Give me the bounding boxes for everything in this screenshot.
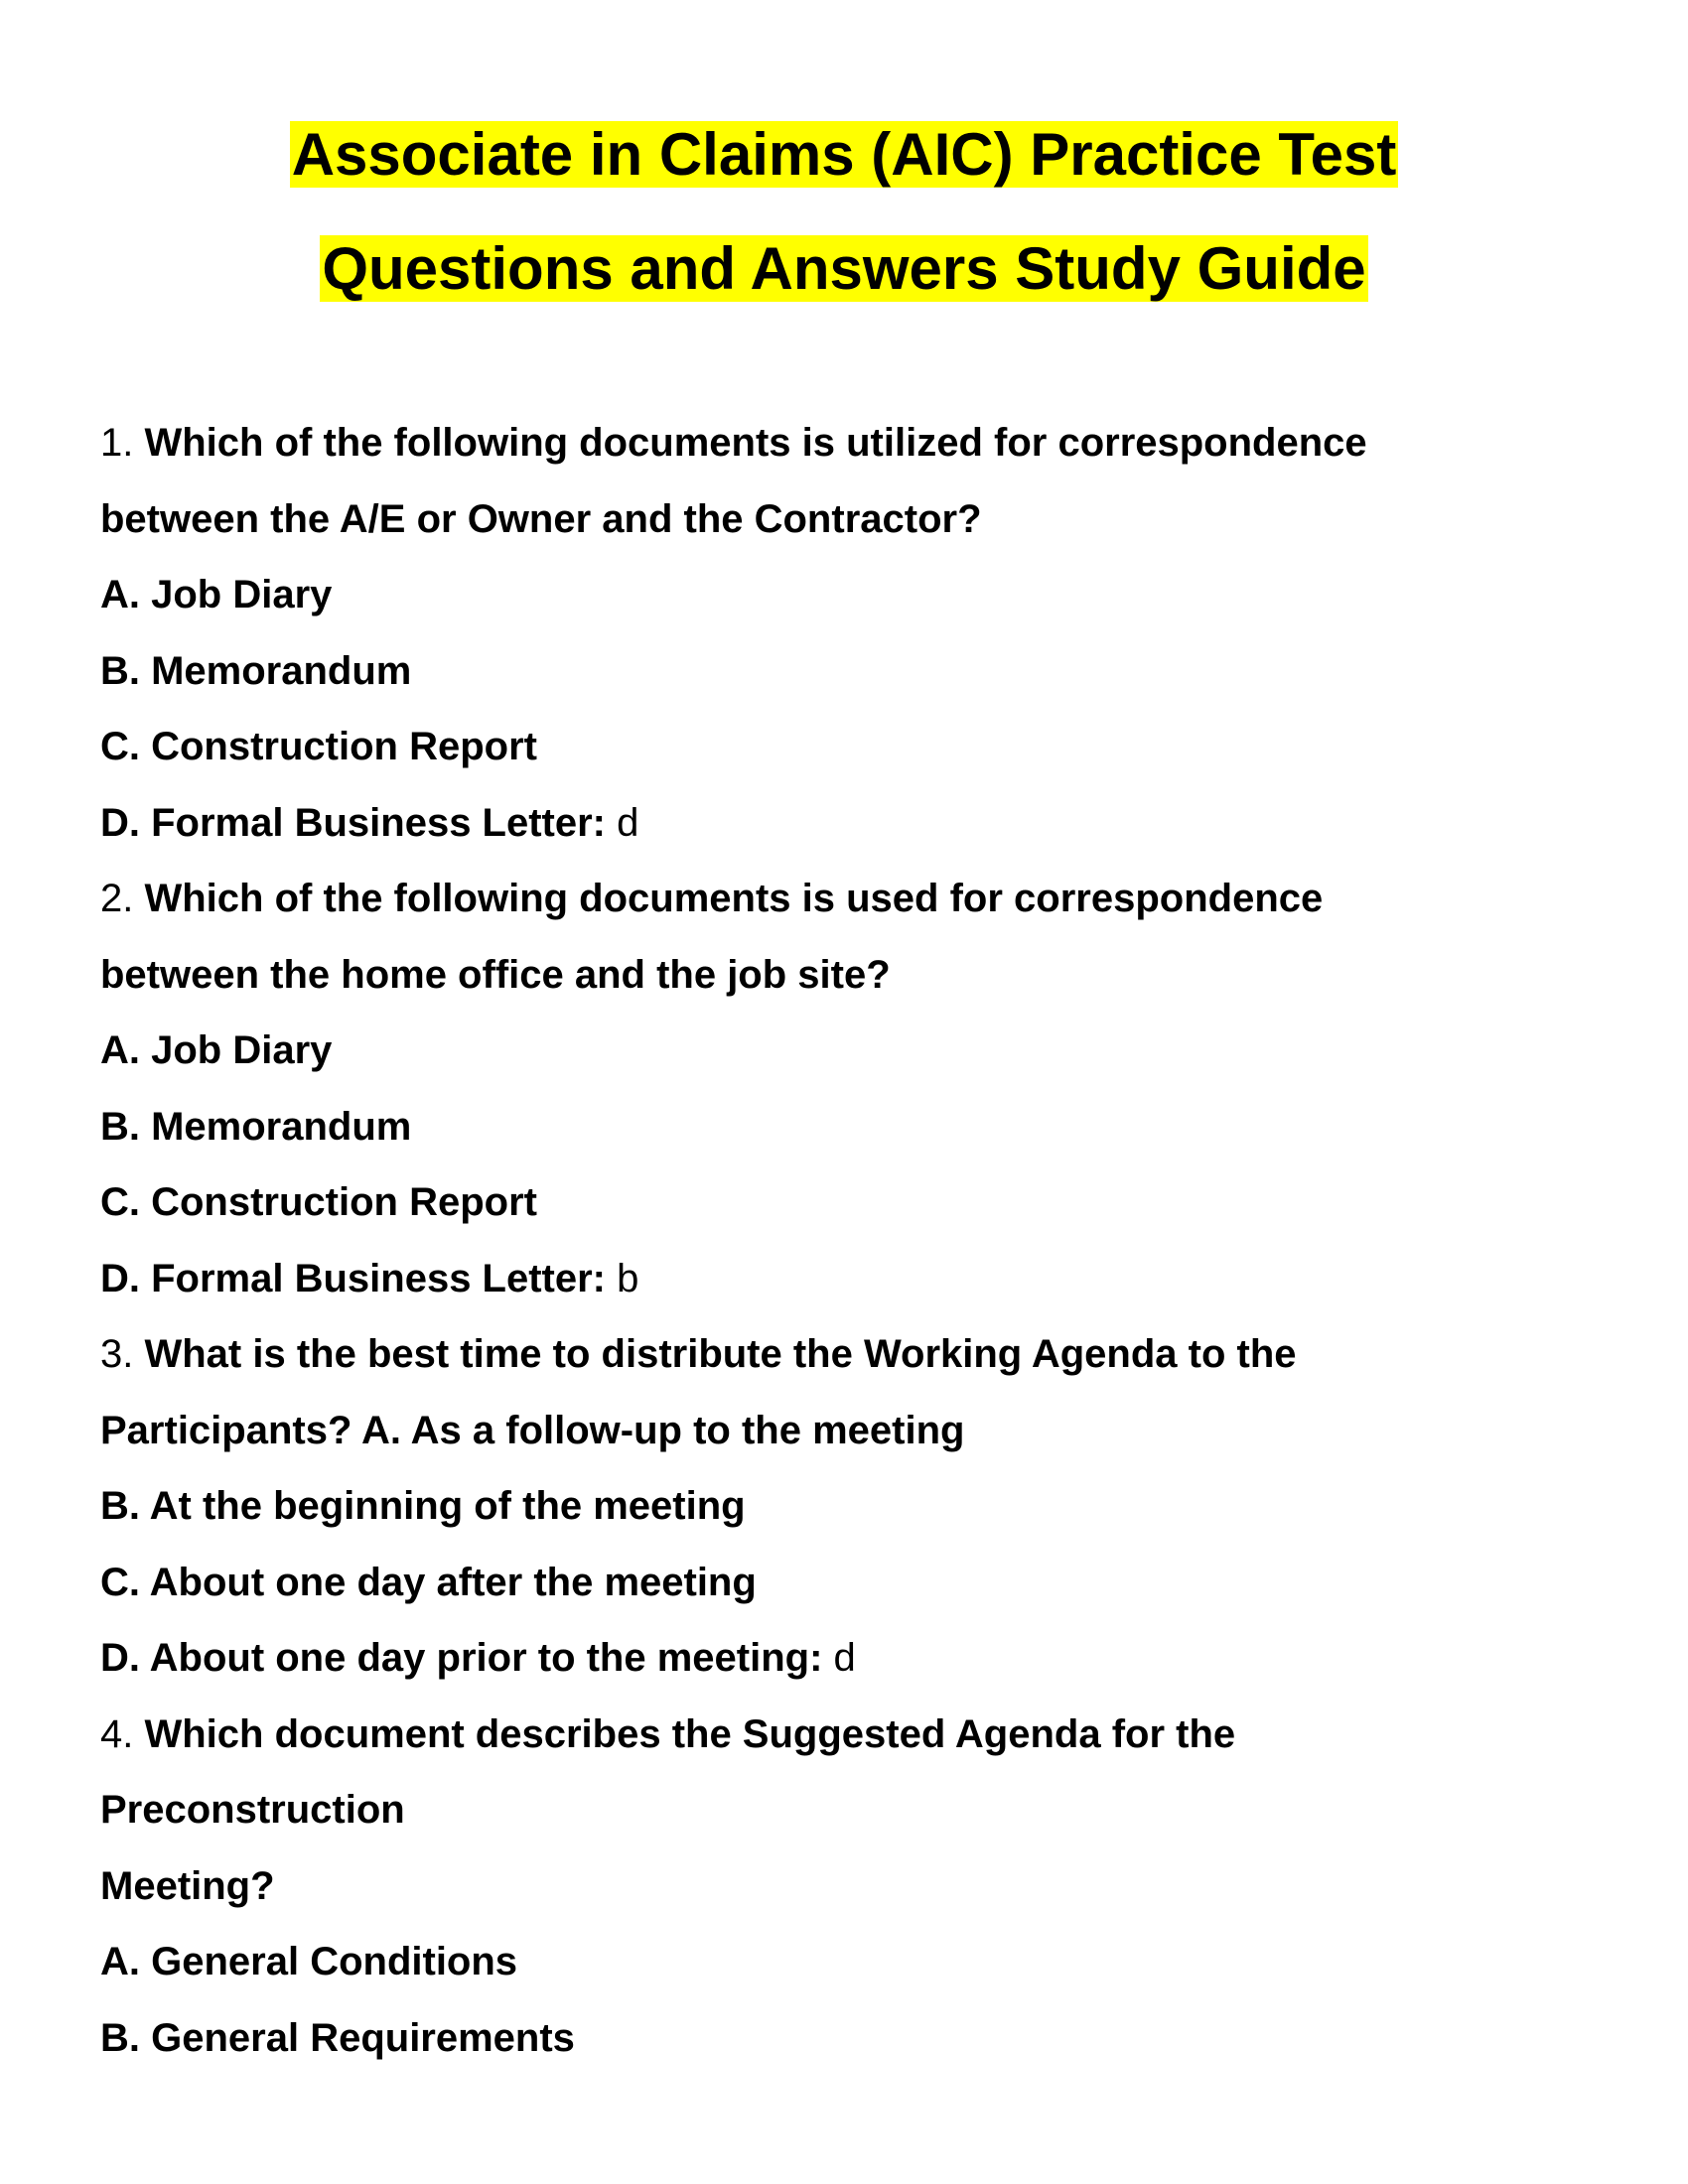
answer-option-text: D. About one day prior to the meeting: <box>100 1636 823 1680</box>
question-number: 1. <box>100 421 134 465</box>
answer-option-last <box>100 1620 1590 1697</box>
question-text-line: between the A/E or Owner and the Contractor? <box>100 496 982 541</box>
answer-option: A. General Conditions <box>100 1940 518 1983</box>
answer-option: B. Memorandum <box>100 648 412 693</box>
question-text-line: Participants? A. As a follow-up to the meeting <box>100 1408 965 1452</box>
question-text: Which of the following documents is utilized for correspondence <box>144 421 1367 465</box>
question-text-line: Meeting? <box>100 1863 275 1908</box>
question-3 <box>100 1316 1590 1697</box>
question-text: Which document describes the Suggested Agenda for the <box>144 1711 1236 1756</box>
question-number: 2. <box>100 877 134 920</box>
answer-option: B. At the beginning of the meeting <box>100 1484 746 1528</box>
answer-option: C. Construction Report <box>100 725 537 768</box>
question-text: What is the best time to distribute the Working Agenda to the <box>144 1332 1297 1376</box>
question-text-line: between the home office and the job site? <box>100 952 891 997</box>
title-line-1: Associate in Claims (AIC) Practice Test <box>291 121 1397 188</box>
question-text-line: Preconstruction <box>100 1788 405 1832</box>
question-list <box>100 405 1590 2076</box>
answer-option: B. General Requirements <box>100 2015 575 2060</box>
question-number: 3. <box>100 1332 134 1376</box>
correct-answer: b <box>617 1256 639 1300</box>
question-text: Which of the following documents is used for correspondence <box>144 877 1324 920</box>
title-line-2: Questions and Answers Study Guide <box>322 235 1366 302</box>
question-4 <box>100 1697 1590 2077</box>
answer-option-last <box>100 785 1590 862</box>
answer-option: A. Job Diary <box>100 573 333 616</box>
answer-option: A. Job Diary <box>100 1028 333 1072</box>
question-text-line <box>100 405 1590 481</box>
answer-option: C. About one day after the meeting <box>100 1560 757 1604</box>
question-text-line <box>100 1316 1590 1393</box>
question-text-line <box>100 1697 1590 1773</box>
answer-option-last <box>100 1241 1590 1317</box>
question-text-line <box>100 861 1590 937</box>
answer-option: C. Construction Report <box>100 1180 537 1224</box>
page-title <box>0 97 1688 326</box>
correct-answer: d <box>833 1636 856 1680</box>
correct-answer: d <box>617 800 639 845</box>
answer-option: B. Memorandum <box>100 1104 412 1149</box>
answer-option-text: D. Formal Business Letter: <box>100 800 607 845</box>
answer-option-text: D. Formal Business Letter: <box>100 1256 607 1300</box>
question-number: 4. <box>100 1711 134 1756</box>
question-1 <box>100 405 1590 861</box>
question-2 <box>100 861 1590 1316</box>
